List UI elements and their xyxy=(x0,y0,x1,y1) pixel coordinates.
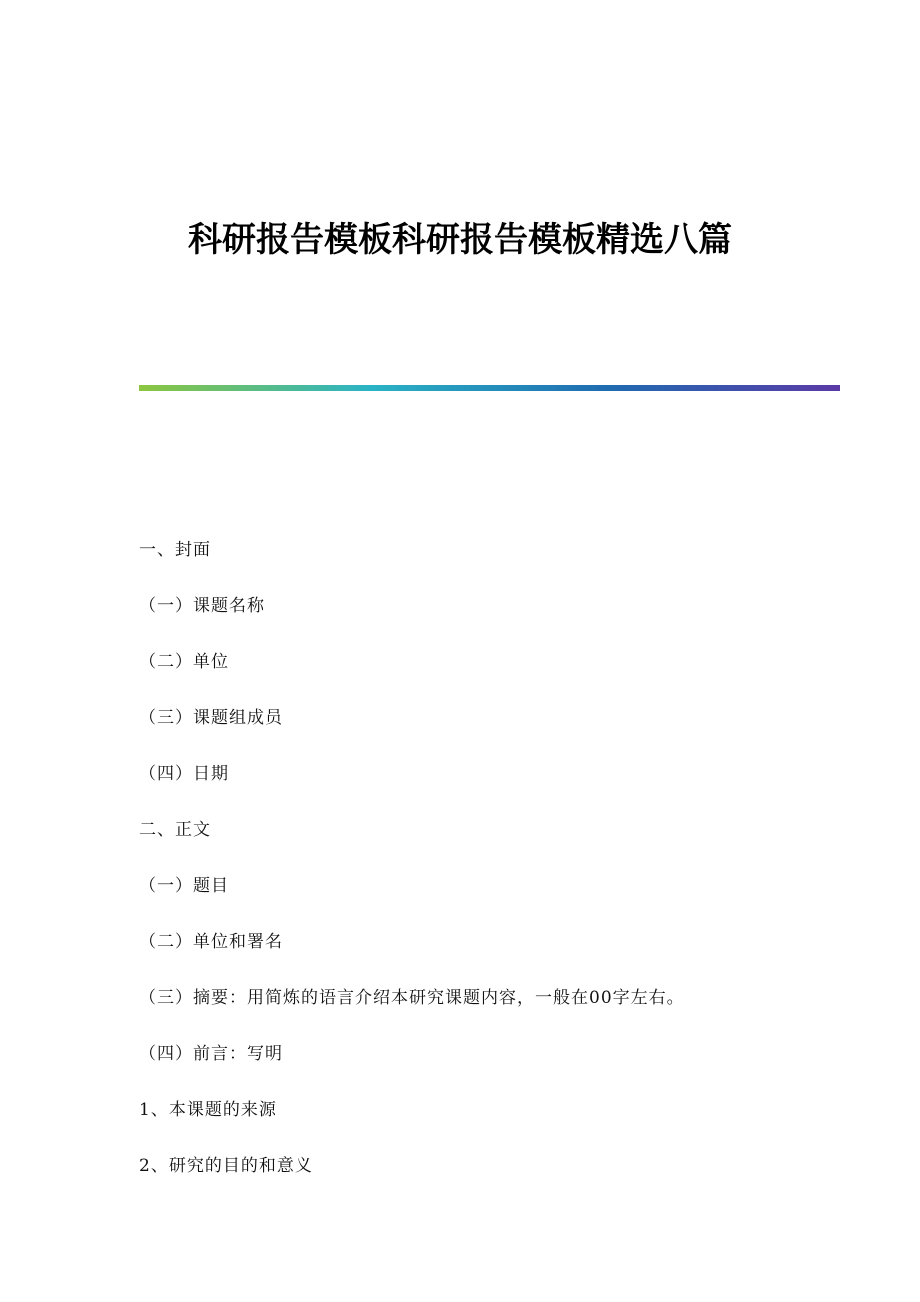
list-item: 1、本课题的来源 xyxy=(139,1100,277,1120)
list-item: （三）课题组成员 xyxy=(139,708,283,728)
list-item: （二）单位 xyxy=(139,652,229,672)
list-item: （一）课题名称 xyxy=(139,596,265,616)
gradient-divider xyxy=(139,385,840,391)
document-body xyxy=(139,522,839,1194)
list-item: （四）前言：写明 xyxy=(139,1044,283,1064)
section-heading-body: 二、正文 xyxy=(139,820,211,840)
list-item: （一）题目 xyxy=(139,876,229,896)
list-item: （三）摘要：用简炼的语言介绍本研究课题内容，一般在00字左右。 xyxy=(139,988,685,1008)
section-heading-cover: 一、封面 xyxy=(139,540,211,560)
list-item: （二）单位和署名 xyxy=(139,932,283,952)
document-title: 科研报告模板科研报告模板精选八篇 xyxy=(188,220,732,260)
list-item: 2、研究的目的和意义 xyxy=(139,1156,313,1176)
list-item: （四）日期 xyxy=(139,764,229,784)
